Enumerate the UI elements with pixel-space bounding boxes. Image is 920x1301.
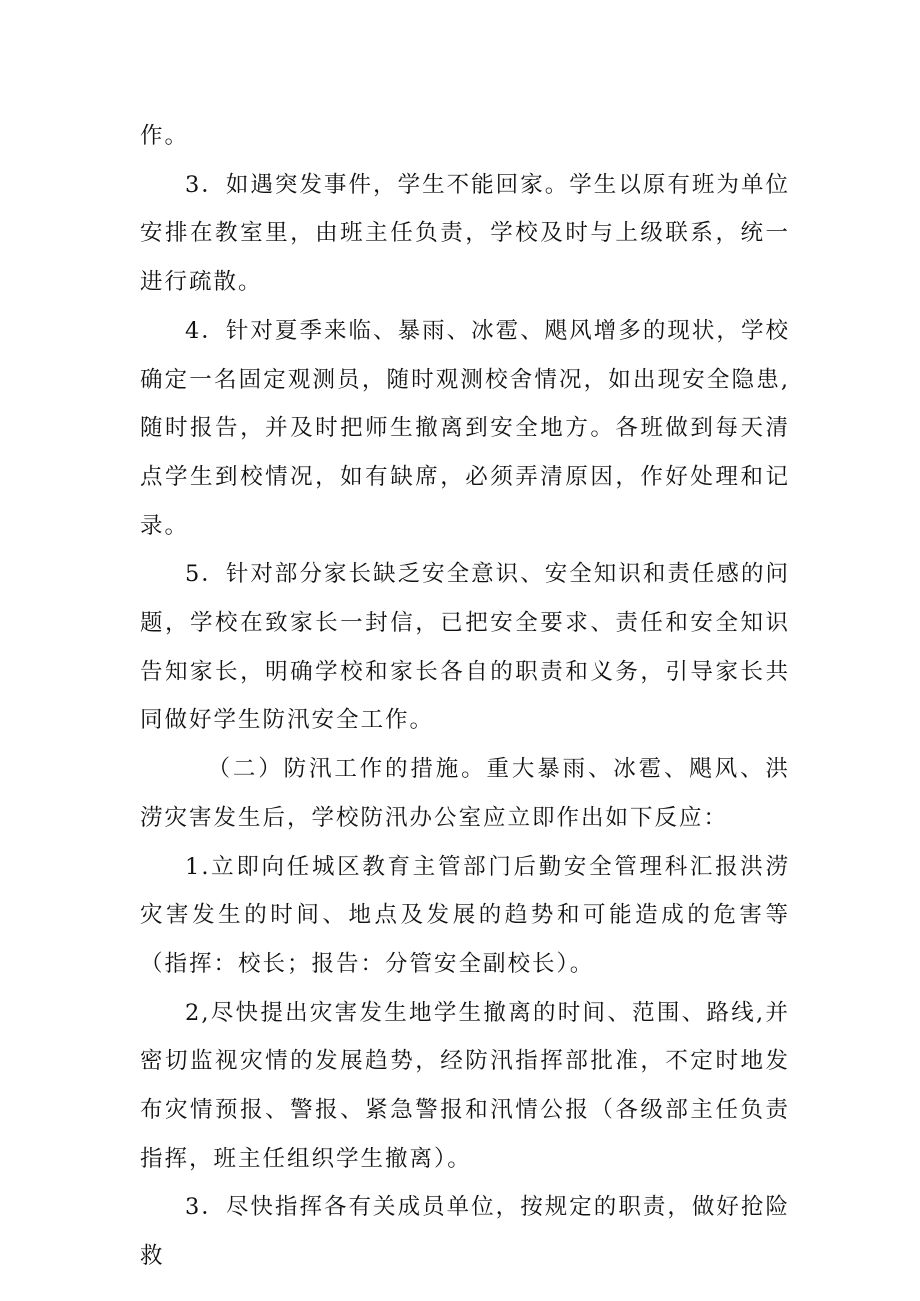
paragraph-measure-3: 3．尽快指挥各有关成员单位，按规定的职责，做好抢险救 <box>140 1194 790 1270</box>
section-heading-measures: （二）防汛工作的措施。重大暴雨、冰雹、飓风、洪涝灾害发生后，学校防汛办公室应立即作出如下反应： <box>140 756 790 831</box>
paragraph-measure-2: 2,尽快提出灾害发生地学生撤离的时间、范围、路线,并密切监视灾情的发展趋势，经防汛指挥部批准，不定时地发布灾情预报、警报、紧急警报和汛情公报（各级部主任负责指挥，班主任组织学生撤离）。 <box>140 999 790 1172</box>
paragraph-continuation: 作。 <box>140 123 190 149</box>
paragraph-item-4: 4．针对夏季来临、暴雨、冰雹、飓风增多的现状，学校确定一名固定观测员，随时观测校舍情况，如出现安全隐患,随时报告，并及时把师生撤离到安全地方。各班做到每天清点学生到校情况，如有缺席，必须弄清原因，作好处理和记录。 <box>140 317 790 539</box>
document-body <box>140 112 790 1281</box>
paragraph-item-3: 3．如遇突发事件，学生不能回家。学生以原有班为单位安排在教室里，由班主任负责，学校及时与上级联系，统一进行疏散。 <box>140 171 790 296</box>
paragraph-measure-1: 1.立即向任城区教育主管部门后勤安全管理科汇报洪涝灾害发生的时间、地点及发展的趋势和可能造成的危害等（指挥：校长；报告：分管安全副校长）。 <box>140 853 790 977</box>
paragraph-item-5: 5．针对部分家长缺乏安全意识、安全知识和责任感的问题，学校在致家长一封信，已把安全要求、责任和安全知识告知家长，明确学校和家长各自的职责和义务，引导家长共同做好学生防汛安全工作。 <box>140 561 790 734</box>
